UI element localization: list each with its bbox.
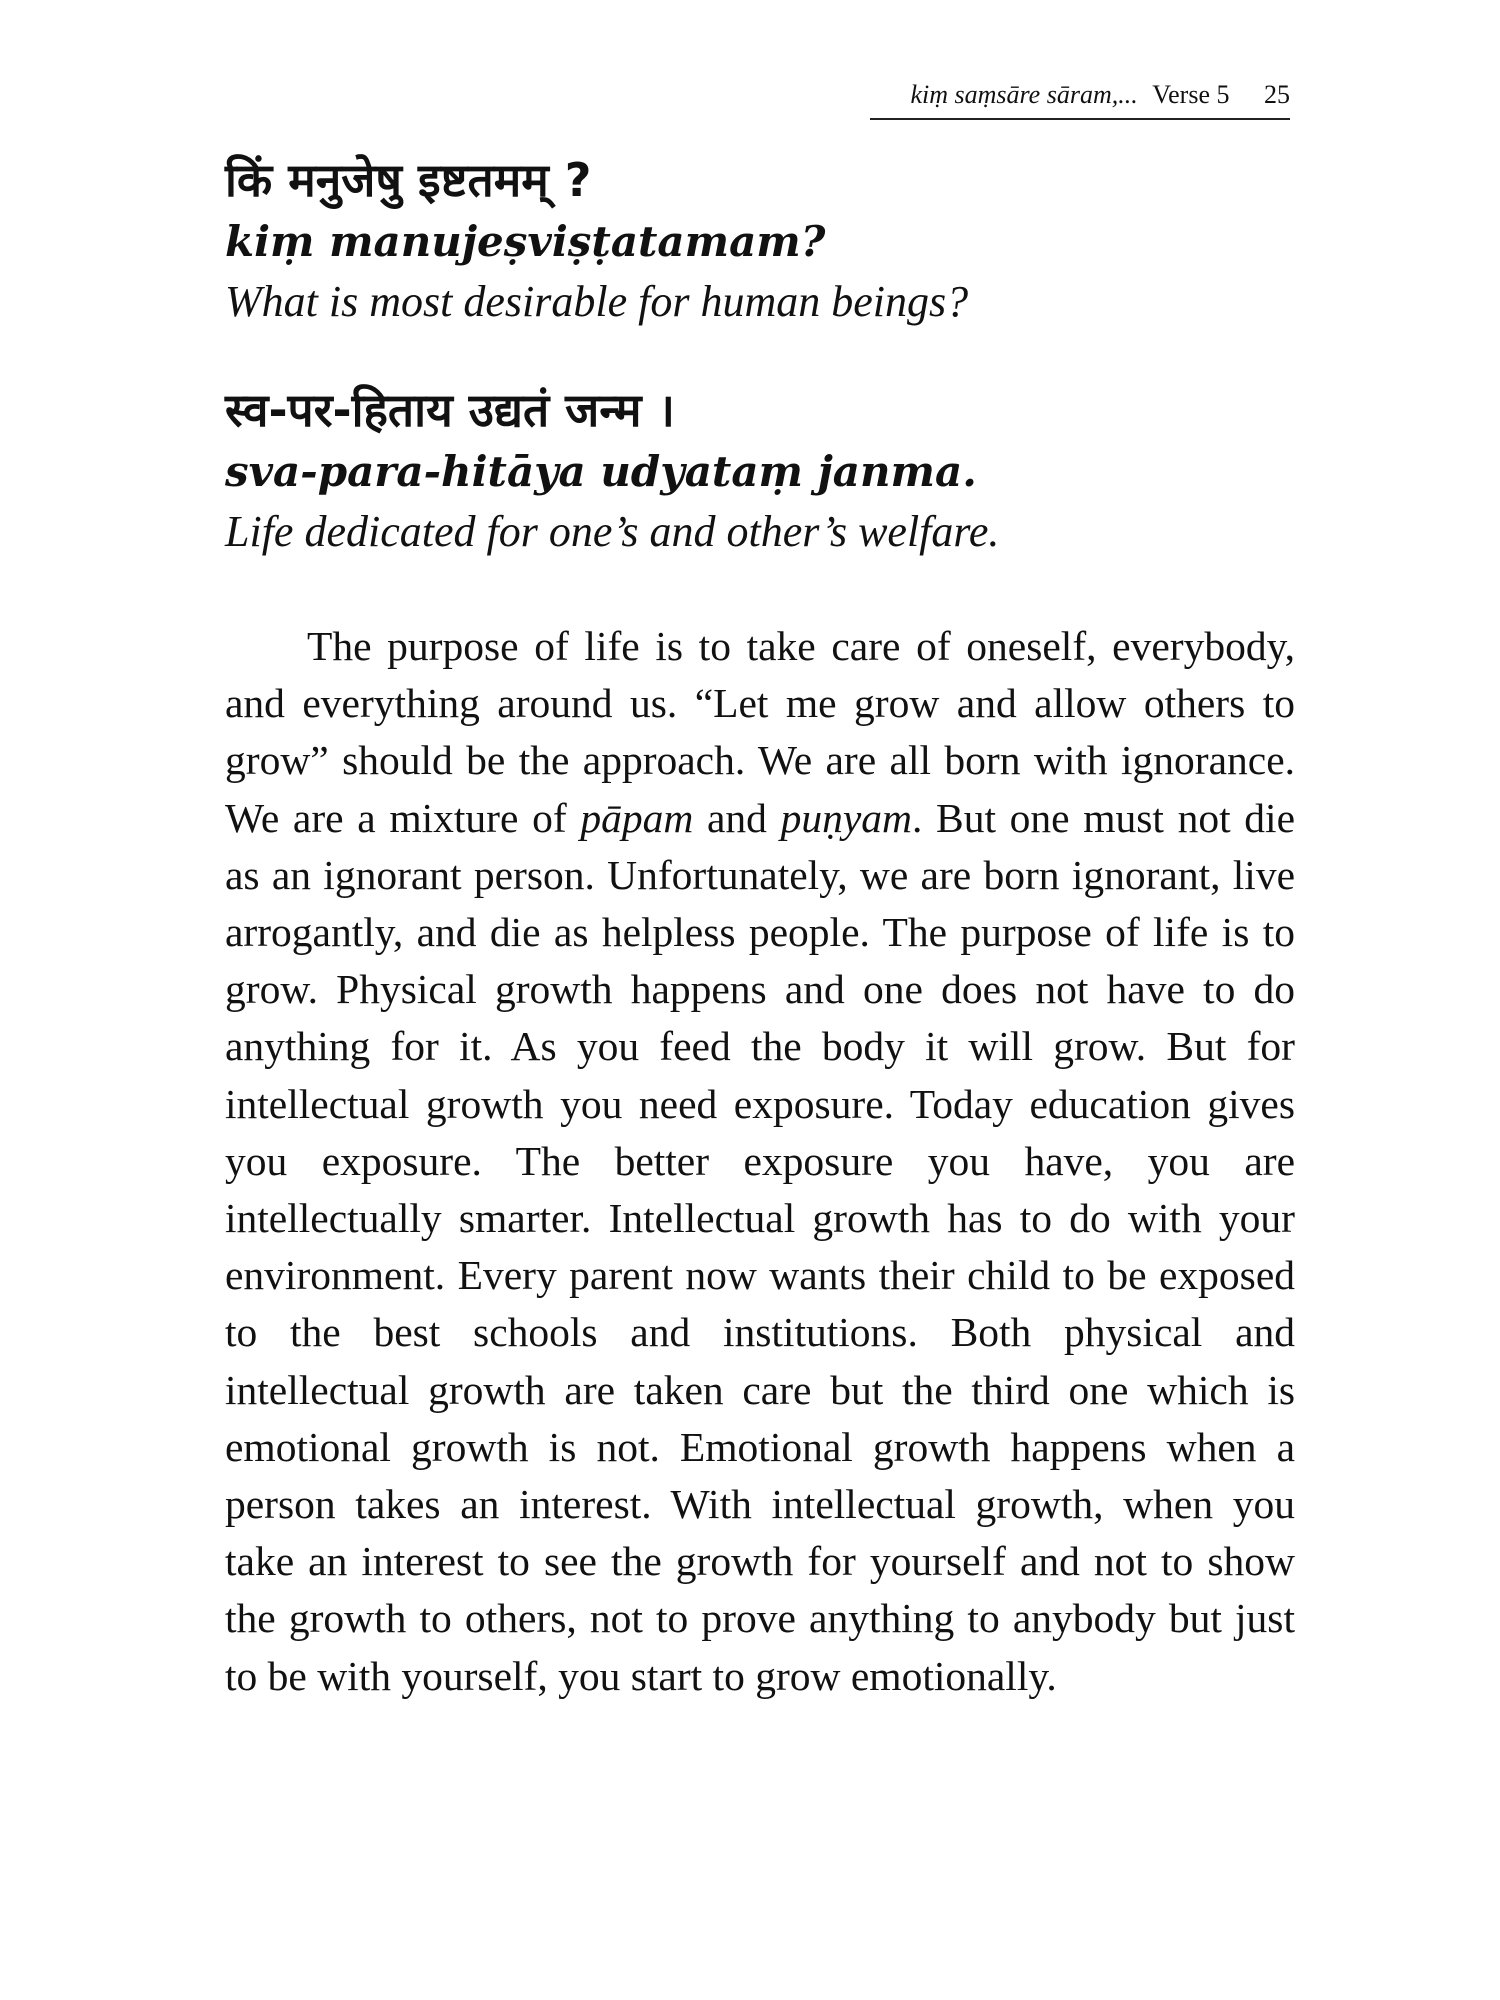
commentary-text: The purpose of life is to take care of oneself, everybody, and everything around us. “Let me grow and allow others to grow” should be the approach. We are all born with ignorance. We are a mixture of [225, 623, 1295, 841]
translation-line: What is most desirable for human beings? [225, 277, 969, 326]
italic-term: puṇyam [780, 794, 912, 841]
translation-line: Life dedicated for one’s and other’s welfare. [225, 507, 1000, 556]
running-head [870, 78, 1290, 120]
transliteration-line: kiṃ manujeṣviṣṭatamam? [225, 217, 826, 266]
transliteration-line: sva-para-hitāya udyataṃ janma. [225, 447, 977, 496]
sanskrit-line: स्व-पर-हिताय उद्यतं जन्म । [225, 383, 675, 437]
verse-block-2 [225, 380, 1305, 562]
verse-block-1 [225, 150, 1305, 332]
sanskrit-line: किं मनुजेषु इष्टतमम् ? [225, 153, 592, 207]
running-head-title: kiṃ saṃsāre sāram,... [910, 80, 1138, 109]
commentary-text: . But one must not die as an ignorant person. Unfortunately, we are born ignorant, live arrogantly, and die as helpless people. The purpose of life is to grow. Physical growth happens and one does not have to do anything for it. As you feed the body it will grow. But for intellectual growth you need exposure. Today education gives you exposure. The better exposure you have, you are intellectually smarter. Intellectual growth has to do with your environment. Every parent now wants their child to be exposed to the best schools and institutions. Both physical and intellectual growth are taken care but the third one which is emotional growth is not. Emotional growth happens when a person takes an interest. With intellectual growth, when you take an interest to see the growth for yourself and not to show the growth to others, not to prove anything to anybody but just to be with yourself, you start to grow emotionally. [225, 794, 1295, 1699]
running-head-verse: Verse 5 [1152, 80, 1230, 109]
commentary-paragraph [225, 618, 1295, 1705]
italic-term: pāpam [580, 794, 694, 841]
commentary-text: and [693, 794, 781, 841]
page-number: 25 [1264, 80, 1290, 109]
